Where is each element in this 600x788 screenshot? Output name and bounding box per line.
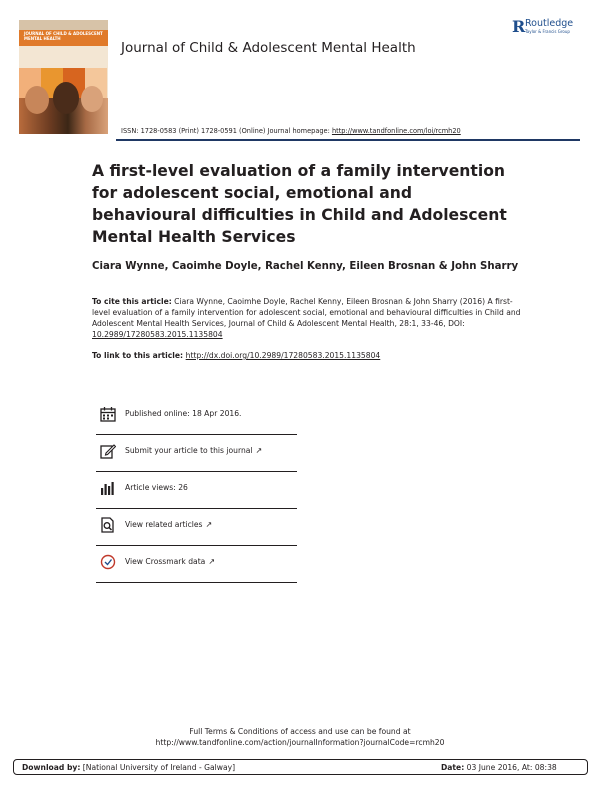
terms-url-link[interactable]: http://www.tandfonline.com/action/journalInformation?journalCode=rcmh20: [155, 738, 445, 747]
citation-text: Ciara Wynne, Caoimhe Doyle, Rachel Kenny, Eileen Brosnan & John Sharry (2016) A first-level evaluation of a family intervention for adolescent social, emotional and behavioural difficulties in Child and Adolescent Mental Health Services, Journal of Child & Adolescent Mental Health, 28:1, 33-46, DOI:: [92, 297, 521, 328]
header-divider: [116, 139, 580, 141]
link-label: To link to this article:: [92, 351, 186, 360]
download-date-value: 03 June 2016, At: 08:38: [464, 763, 557, 772]
cover-title: JOURNAL OF CHILD & ADOLESCENT MENTAL HEALTH: [24, 31, 103, 41]
published-date: Published online: 18 Apr 2016.: [125, 409, 242, 418]
info-item-submit[interactable]: [96, 435, 297, 472]
terms-line: Full Terms & Conditions of access and use can be found at: [189, 727, 411, 736]
external-link-icon: ↗: [255, 446, 263, 455]
article-link-line: [92, 351, 380, 360]
crossmark-label[interactable]: View Crossmark data: [125, 557, 206, 566]
related-articles-label[interactable]: View related articles: [125, 520, 203, 529]
info-item-related[interactable]: [96, 509, 297, 546]
doi-link[interactable]: 10.2989/17280583.2015.1135804: [92, 330, 223, 339]
article-authors: Ciara Wynne, Caoimhe Doyle, Rachel Kenny, Eileen Brosnan & John Sharry: [92, 261, 519, 272]
issn-text: ISSN: 1728-0583 (Print) 1728-0591 (Online) Journal homepage:: [121, 127, 332, 135]
info-item-published: [96, 398, 297, 435]
crossmark-icon: [100, 554, 116, 570]
publisher-subtitle: Taylor & Francis Group: [525, 29, 570, 34]
search-document-icon: [100, 517, 116, 533]
publisher-name: Routledge: [525, 18, 574, 29]
related-articles-link[interactable]: [125, 520, 212, 529]
calendar-icon: [100, 406, 116, 422]
download-info-bar: [13, 759, 588, 775]
citation-block: [92, 296, 524, 340]
issn-line: [121, 127, 461, 135]
routledge-r-icon: R: [512, 17, 526, 36]
submit-article-label[interactable]: Submit your article to this journal: [125, 446, 253, 455]
article-url-link[interactable]: http://dx.doi.org/10.2989/17280583.2015.1135804: [185, 351, 381, 360]
citation-label: To cite this article:: [92, 297, 172, 306]
edit-icon: [100, 443, 116, 459]
download-date-label: Date:: [441, 763, 465, 772]
info-item-views: [96, 472, 297, 509]
downloaded-by-label: Download by:: [22, 763, 81, 772]
downloaded-by-value: [National University of Ireland - Galway]: [80, 763, 236, 772]
submit-article-link[interactable]: [125, 446, 262, 455]
external-link-icon: ↗: [205, 520, 213, 529]
publisher-logo[interactable]: [512, 18, 582, 38]
article-title: A first-level evaluation of a family intervention for adolescent social, emotional and behavioural difficulties in Child and Adolescent Mental Health Services: [92, 162, 507, 246]
journal-homepage-link[interactable]: http://www.tandfonline.com/loi/rcmh20: [331, 127, 461, 135]
bar-chart-icon: [100, 480, 116, 496]
article-views: Article views: 26: [125, 483, 188, 492]
external-link-icon: ↗: [208, 557, 216, 566]
info-item-crossmark[interactable]: [96, 546, 297, 583]
journal-title: Journal of Child & Adolescent Mental Health: [121, 40, 416, 56]
downloaded-by: [22, 763, 235, 772]
journal-cover-image: [19, 20, 108, 134]
crossmark-link[interactable]: [125, 557, 215, 566]
download-date: [441, 763, 557, 772]
